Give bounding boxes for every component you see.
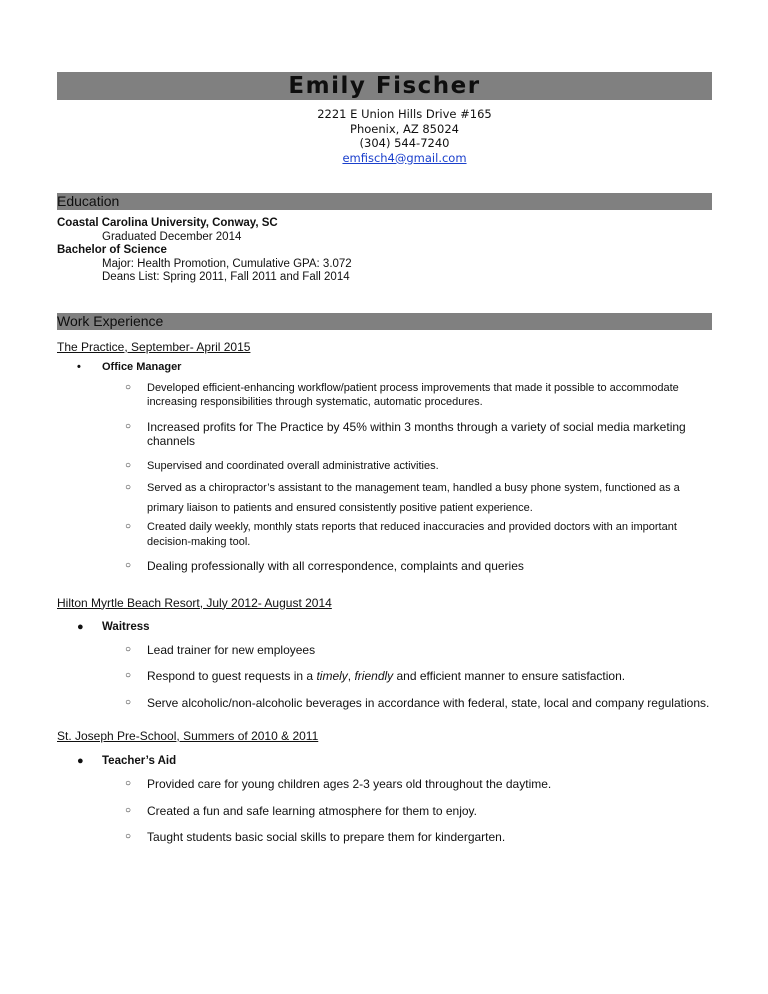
bullet-icon: ● bbox=[77, 620, 84, 633]
circle-bullet-icon: ○ bbox=[125, 696, 132, 708]
task-text: Lead trainer for new employees bbox=[147, 642, 316, 657]
task-text: Supervised and coordinated overall administrative activities. bbox=[147, 459, 439, 472]
list-item bbox=[57, 381, 712, 410]
task-text: Taught students basic social skills to prepare them for kindergarten. bbox=[147, 830, 506, 844]
city-line: Phoenix, AZ 85024 bbox=[350, 121, 459, 136]
role-label: Teacher’s Aid bbox=[102, 755, 177, 767]
phone-line: (304) 544-7240 bbox=[359, 136, 450, 150]
list-item bbox=[57, 481, 712, 496]
task-list bbox=[57, 777, 712, 845]
email-link[interactable]: emfisch4@gmail.com bbox=[342, 150, 467, 165]
education-heading: Education bbox=[57, 193, 712, 210]
job-title: St. Joseph Pre-School, Summers of 2010 & 2011 bbox=[57, 729, 319, 743]
role-label: Office Manager bbox=[102, 360, 182, 373]
role-label: Waitress bbox=[102, 620, 150, 633]
circle-bullet-icon: ○ bbox=[125, 459, 132, 471]
list-item bbox=[57, 804, 712, 819]
task-text: Serve alcoholic/non-alcoholic beverages in accordance with federal, state, local and company regulations. bbox=[147, 695, 710, 710]
circle-bullet-icon: ○ bbox=[125, 804, 132, 816]
circle-bullet-icon: ○ bbox=[125, 560, 132, 571]
list-item bbox=[57, 559, 712, 574]
task-list bbox=[57, 381, 712, 574]
address-line: 2221 E Union Hills Drive #165 bbox=[317, 107, 492, 121]
list-item bbox=[57, 777, 712, 792]
list-item bbox=[57, 459, 712, 474]
work-heading: Work Experience bbox=[57, 313, 712, 330]
circle-bullet-icon: ○ bbox=[125, 420, 132, 432]
contact-block bbox=[57, 107, 712, 165]
job-entry bbox=[57, 729, 712, 845]
task-list bbox=[57, 643, 712, 711]
bullet-icon: • bbox=[77, 360, 81, 373]
task-text: Served as a chiropractor’s assistant to the management team, handled a busy phone system, functioned as a bbox=[147, 482, 680, 494]
circle-bullet-icon: ○ bbox=[125, 521, 132, 532]
list-item bbox=[57, 643, 712, 658]
task-text: Created a fun and safe learning atmosphere for them to enjoy. bbox=[147, 803, 477, 818]
job-entry bbox=[57, 340, 712, 574]
education-block bbox=[57, 217, 712, 285]
list-item bbox=[57, 830, 712, 845]
task-text: primary liaison to patients and ensured consistently positive patient experience. bbox=[147, 501, 533, 514]
job-entry bbox=[57, 596, 712, 711]
task-text: Developed efficient-enhancing workflow/patient process improvements that made it possible to accommodate increasing responsibilities through systematic, automatic procedures. bbox=[147, 381, 679, 408]
list-item bbox=[57, 501, 712, 516]
circle-bullet-icon: ○ bbox=[125, 670, 132, 681]
job-role bbox=[57, 755, 712, 767]
task-text: Increased profits for The Practice by 45% within 3 months through a variety of social media marketing channels bbox=[147, 419, 686, 448]
job-title: The Practice, September- April 2015 bbox=[57, 339, 251, 354]
major-gpa: Major: Health Promotion, Cumulative GPA: 3.072 bbox=[102, 257, 352, 270]
circle-bullet-icon: ○ bbox=[125, 381, 132, 393]
job-title: Hilton Myrtle Beach Resort, July 2012- August 2014 bbox=[57, 595, 332, 610]
graduation-date: Graduated December 2014 bbox=[102, 230, 242, 243]
task-text: Created daily weekly, monthly stats reports that reduced inaccuracies and provided doctors with an important decision-making tool. bbox=[147, 521, 677, 548]
school-name: Coastal Carolina University, Conway, SC bbox=[57, 217, 278, 229]
circle-bullet-icon: ○ bbox=[125, 778, 132, 789]
list-item bbox=[57, 696, 712, 711]
list-item bbox=[57, 420, 712, 449]
degree-name: Bachelor of Science bbox=[57, 244, 167, 256]
task-text: Dealing professionally with all correspondence, complaints and queries bbox=[147, 559, 524, 573]
deans-list: Deans List: Spring 2011, Fall 2011 and Fall 2014 bbox=[102, 271, 350, 283]
circle-bullet-icon: ○ bbox=[125, 482, 132, 493]
name-banner bbox=[57, 72, 712, 100]
job-role bbox=[57, 361, 712, 373]
task-text: Respond to guest requests in a timely, friendly and efficient manner to ensure satisfaction. bbox=[147, 669, 626, 683]
list-item bbox=[57, 669, 712, 684]
job-role bbox=[57, 621, 712, 633]
candidate-name: Emily Fischer bbox=[288, 73, 481, 99]
bullet-icon: ● bbox=[77, 755, 84, 767]
circle-bullet-icon: ○ bbox=[125, 831, 132, 842]
task-text: Provided care for young children ages 2-3 years old throughout the daytime. bbox=[147, 777, 552, 791]
circle-bullet-icon: ○ bbox=[125, 643, 132, 655]
resume-page bbox=[57, 72, 712, 845]
list-item bbox=[57, 520, 712, 549]
